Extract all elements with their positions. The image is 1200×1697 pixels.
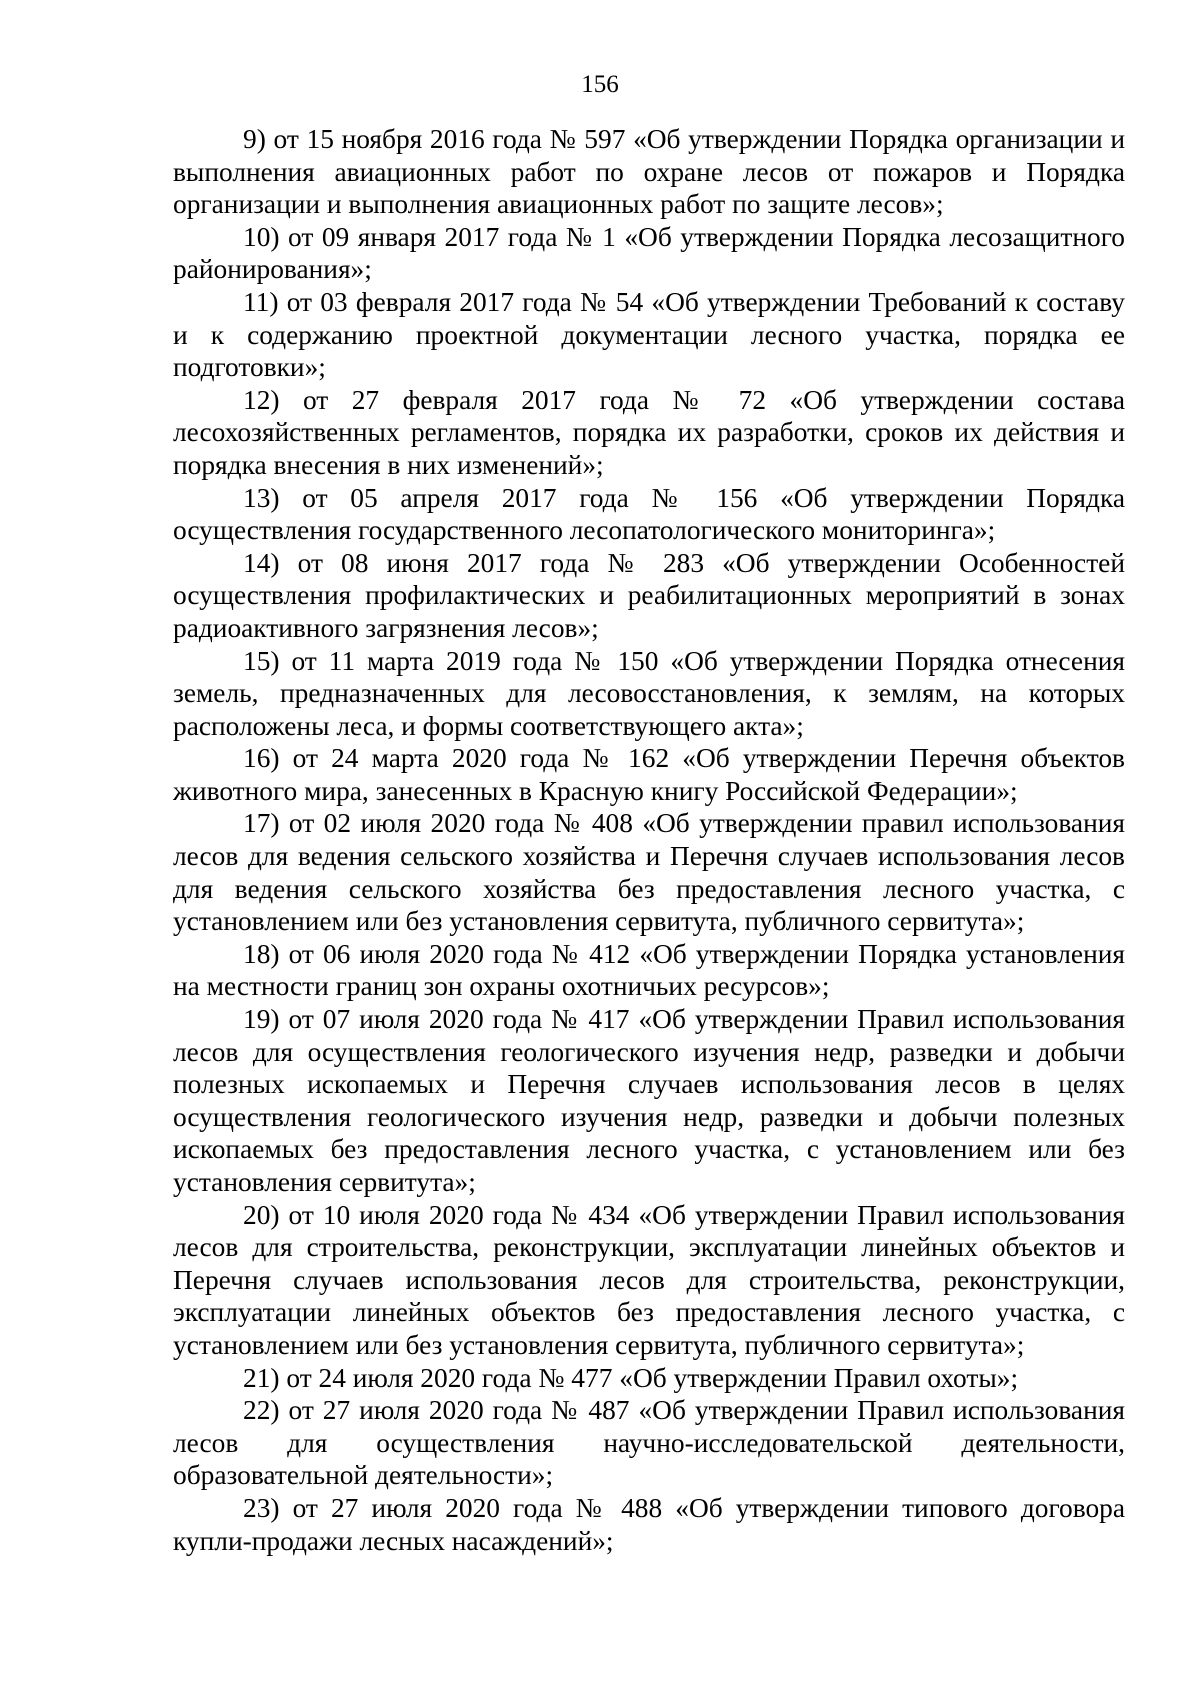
list-item-15: 15) от 11 марта 2019 года № 150 «Об утверждении Порядка отнесения земель, предназначенных для лесовосстановления, к землям, на которых расположены леса, и формы соответствующего акта»;: [173, 645, 1125, 741]
list-item-14: 14) от 08 июня 2017 года № 283 «Об утверждении Особенностей осуществления профилактических и реабилитационных мероприятий в зонах радиоактивного загрязнения лесов»;: [173, 547, 1125, 643]
list-item-19: 19) от 07 июля 2020 года № 417 «Об утверждении Правил использования лесов для осуществления геологического изучения недр, разведки и добычи полезных ископаемых и Перечня случаев использования лесов в целях осуществления геологического изучения недр, разведки и добычи полезных ископаемых без предоставления лесного участка, с установлением или без установления сервитута»;: [173, 1004, 1125, 1197]
list-item-18: 18) от 06 июля 2020 года № 412 «Об утверждении Порядка установления на местности границ зон охраны охотничьих ресурсов»;: [173, 938, 1125, 1002]
page-number: 156: [581, 71, 619, 98]
list-item-20: 20) от 10 июля 2020 года № 434 «Об утверждении Правил использования лесов для строительства, реконструкции, эксплуатации линейных объектов и Перечня случаев использования лесов для строительства, реконструкции, эксплуатации линейных объектов без предоставления лесного участка, с установлением или без установления сервитута, публичного сервитута»;: [173, 1199, 1125, 1360]
list-item-13: 13) от 05 апреля 2017 года № 156 «Об утверждении Порядка осуществления государственного лесопатологического мониторинга»;: [173, 482, 1125, 546]
list-item-16: 16) от 24 марта 2020 года № 162 «Об утверждении Перечня объектов животного мира, занесенных в Красную книгу Российской Федерации»;: [173, 743, 1125, 806]
list-item-22: 22) от 27 июля 2020 года № 487 «Об утверждении Правил использования лесов для осуществления научно-исследовательской деятельности, образовательной деятельности»;: [173, 1395, 1125, 1491]
list-item-11: 11) от 03 февраля 2017 года № 54 «Об утверждении Требований к составу и к содержанию проектной документации лесного участка, порядка ее подготовки»;: [173, 286, 1125, 383]
list-item-21: 21) от 24 июля 2020 года № 477 «Об утверждении Правил охоты»;: [243, 1362, 1019, 1393]
list-item-12: 12) от 27 февраля 2017 года № 72 «Об утверждении состава лесохозяйственных регламентов, порядка их разработки, сроков их действия и порядка внесения в них изменений»;: [173, 384, 1125, 480]
list-item-9: 9) от 15 ноября 2016 года № 597 «Об утверждении Порядка организации и выполнения авиационных работ по охране лесов от пожаров и Порядка организации и выполнения авиационных работ по защите лесов»;: [173, 124, 1125, 220]
list-item-17: 17) от 02 июля 2020 года № 408 «Об утверждении правил использования лесов для ведения сельского хозяйства и Перечня случаев использования лесов для ведения сельского хозяйства без предоставления лесного участка, с установлением или без установления сервитута, публичного сервитута»;: [173, 808, 1125, 937]
list-item-23: 23) от 27 июля 2020 года № 488 «Об утверждении типового договора купли-продажи лесных насаждений»;: [173, 1492, 1125, 1556]
list-item-10: 10) от 09 января 2017 года № 1 «Об утверждении Порядка лесозащитного районирования»;: [173, 221, 1125, 285]
document-body: [173, 123, 1125, 1557]
